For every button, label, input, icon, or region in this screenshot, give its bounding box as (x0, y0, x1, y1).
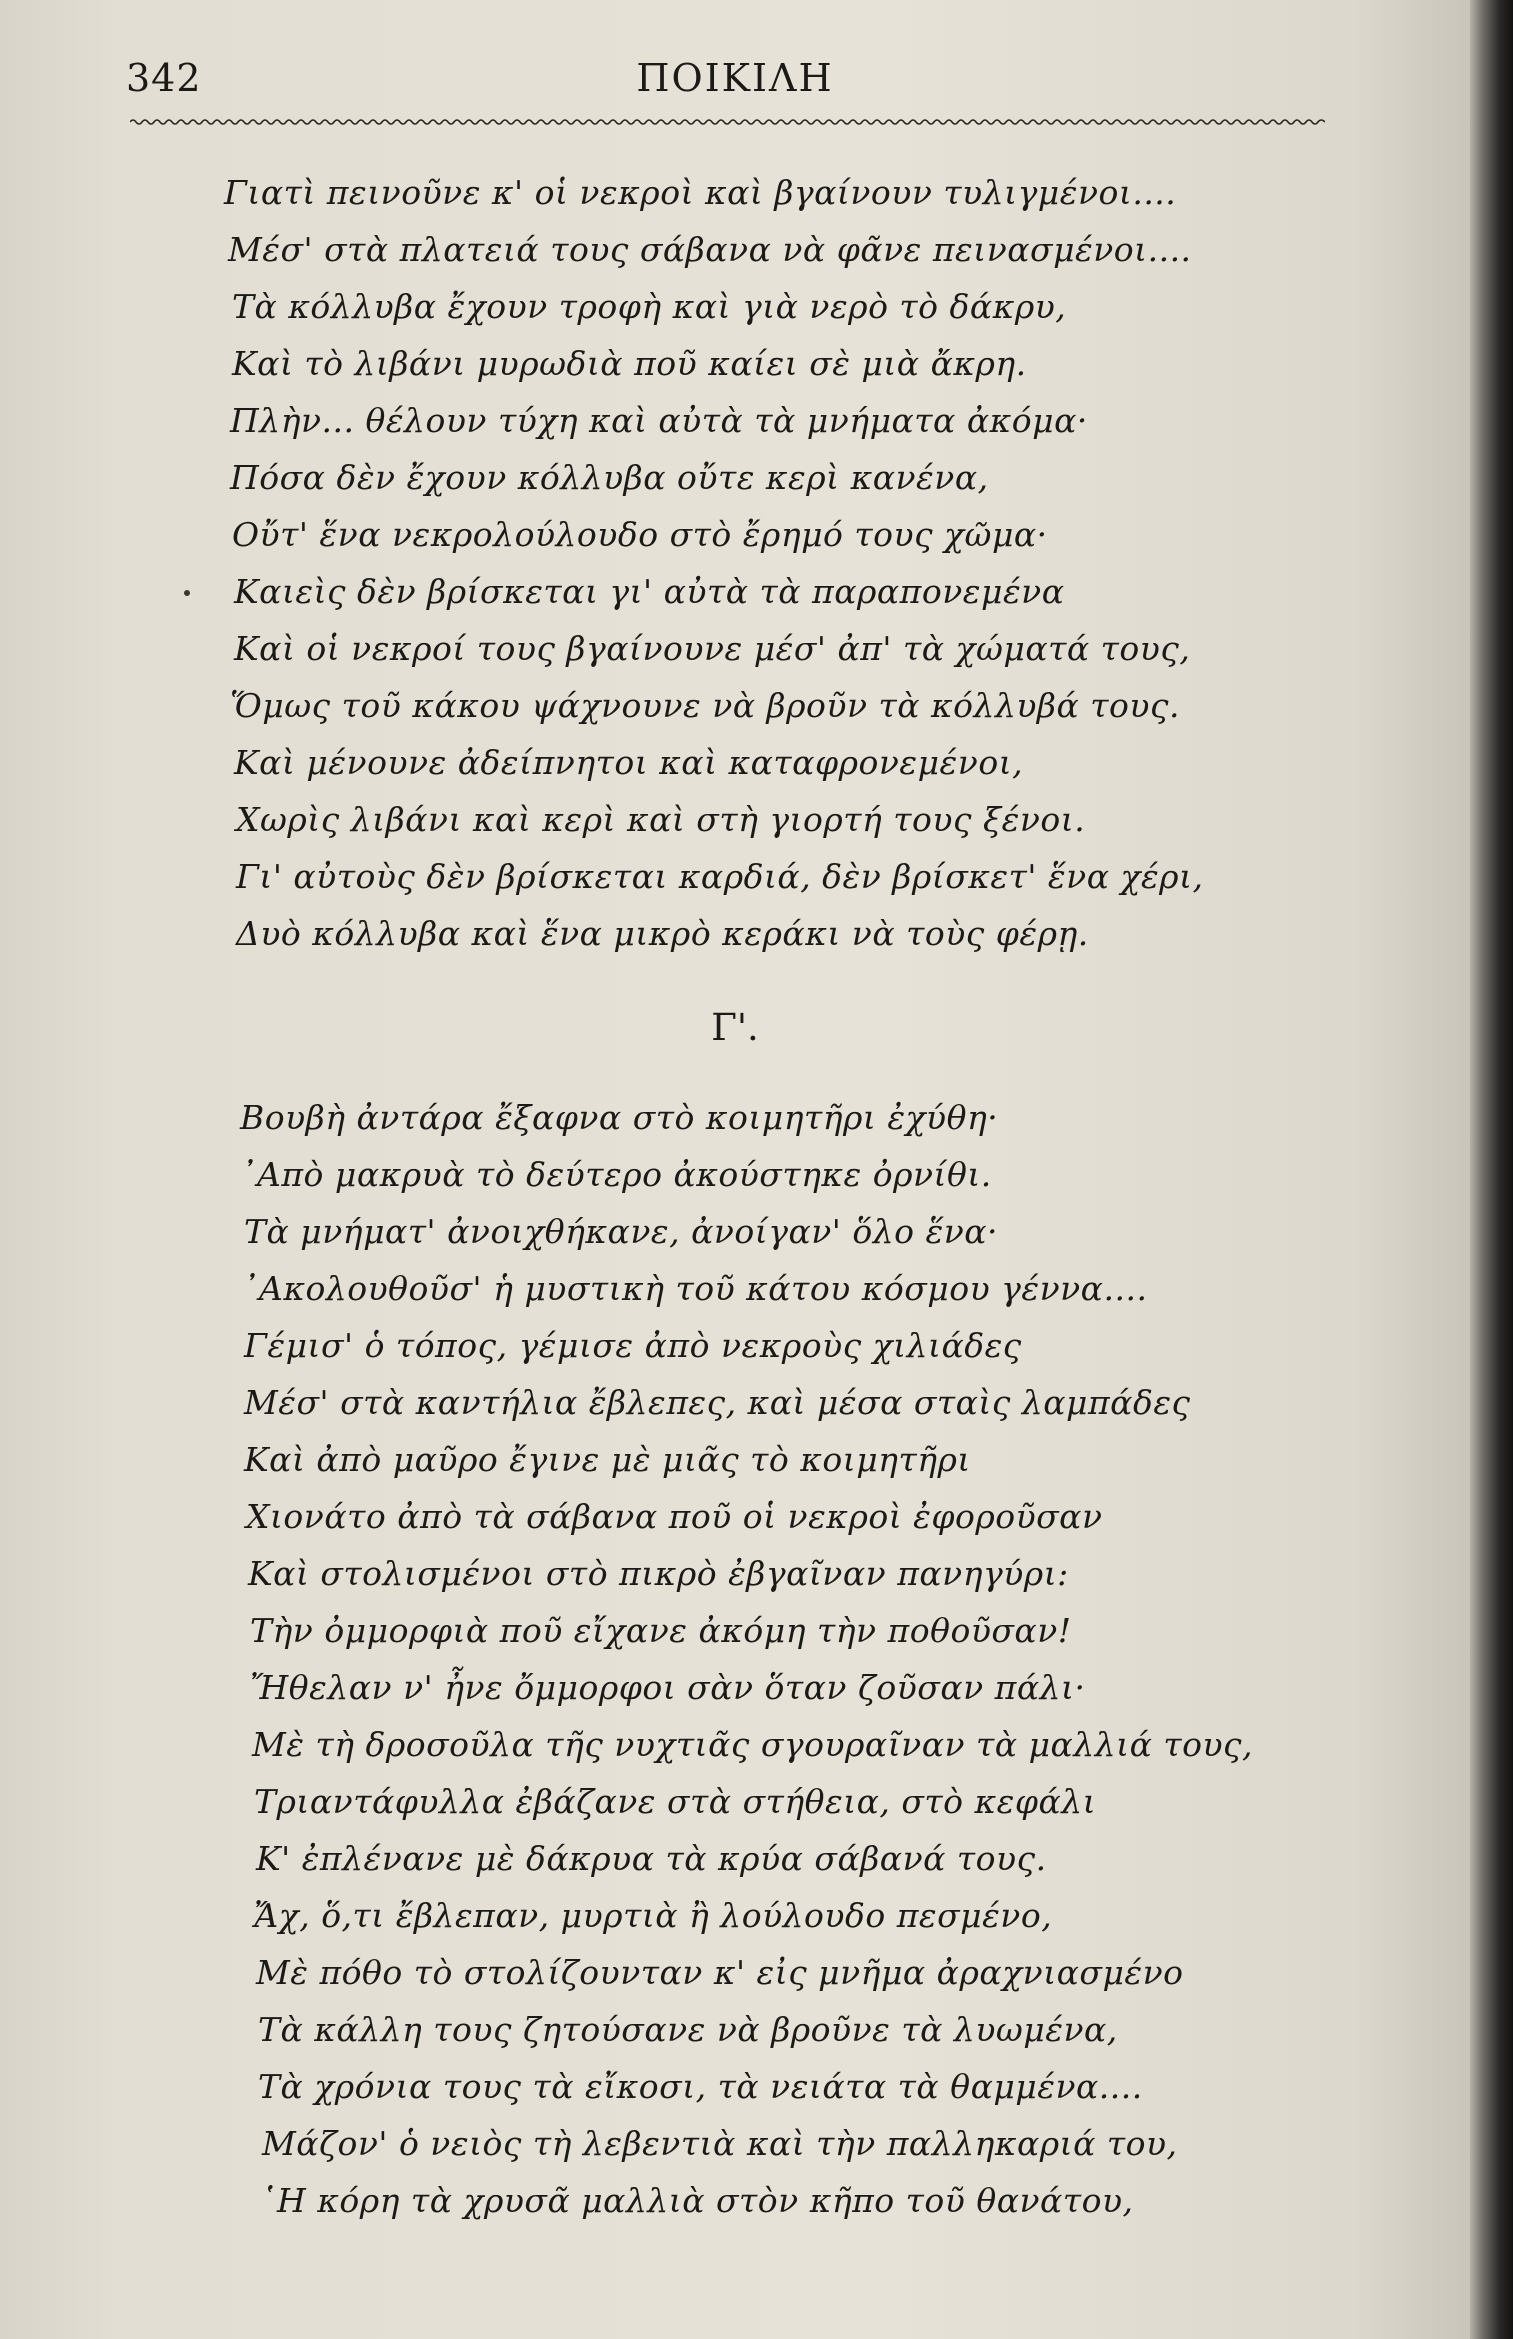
verse-line: Μέσ' στὰ καντήλια ἔβλεπες, καὶ μέσα σταὶς λαμπάδες (244, 1383, 1191, 1422)
verse-line: Γιατὶ πεινοῦνε κ' οἱ νεκροὶ καὶ βγαίνουν τυλιγμένοι.... (224, 173, 1177, 212)
verse-line: Τριαντάφυλλα ἐβάζανε στὰ στήθεια, στὸ κεφάλι (254, 1782, 1097, 1821)
verse-line: Τὰ κόλλυβα ἔχουν τροφὴ καὶ γιὰ νερὸ τὸ δάκρυ, (232, 287, 1067, 326)
verse-line: Οὔτ' ἕνα νεκρολούλουδο στὸ ἔρημό τους χῶμα· (232, 515, 1048, 554)
verse-line: Ἄχ, ὅ,τι ἔβλεπαν, μυρτιὰ ἢ λούλουδο πεσμένο, (254, 1896, 1053, 1935)
verse-line: Καὶ οἱ νεκροί τους βγαίνουνε μέσ' ἀπ' τὰ χώματά τους, (234, 629, 1191, 668)
verse-line: ᾿Ακολουθοῦσ' ἡ μυστικὴ τοῦ κάτου κόσμου γέννα.... (242, 1269, 1148, 1308)
verse-line: Γέμισ' ὁ τόπος, γέμισε ἀπὸ νεκροὺς χιλιάδες (244, 1326, 1022, 1365)
verse-line: Μὲ πόθο τὸ στολίζουνταν κ' εἰς μνῆμα ἀραχνιασμένο (256, 1953, 1184, 1992)
section-heading: Γ'. (711, 1006, 759, 1049)
verse-line: Γι' αὐτοὺς δὲν βρίσκεται καρδιά, δὲν βρίσκετ' ἕνα χέρι, (236, 857, 1204, 896)
verse-line: Μέσ' στὰ πλατειά τους σάβανα νὰ φᾶνε πεινασμένοι.... (228, 230, 1192, 269)
verse-line: Πόσα δὲν ἔχουν κόλλυβα οὔτε κερὶ κανένα, (230, 458, 989, 497)
book-spine-shadow (1470, 0, 1513, 2339)
verse-line: Χωρὶς λιβάνι καὶ κερὶ καὶ στὴ γιορτή τους ξένοι. (236, 800, 1086, 839)
verse-line: Δυὸ κόλλυβα καὶ ἕνα μικρὸ κεράκι νὰ τοὺς φέρῃ. (236, 914, 1089, 953)
verse-line: Τὰ κάλλη τους ζητούσανε νὰ βροῦνε τὰ λυωμένα, (258, 2010, 1118, 2049)
verse-line: Πλὴν... θέλουν τύχη καὶ αὐτὰ τὰ μνήματα ἀκόμα· (230, 401, 1088, 440)
verse-line: Τὴν ὀμμορφιὰ ποῦ εἴχανε ἀκόμη τὴν ποθοῦσαν! (250, 1611, 1072, 1650)
verse-line: Ὅμως τοῦ κάκου ψάχνουνε νὰ βροῦν τὰ κόλλυβά τους. (230, 686, 1180, 725)
verse-line: Χιονάτο ἀπὸ τὰ σάβανα ποῦ οἱ νεκροὶ ἐφοροῦσαν (246, 1497, 1103, 1536)
verse-line: Τὰ χρόνια τους τὰ εἴκοσι, τὰ νειάτα τὰ θαμμένα.... (258, 2067, 1143, 2106)
verse-line: Καὶ στολισμένοι στὸ πικρὸ ἐβγαῖναν πανηγύρι: (248, 1554, 1069, 1593)
verse-line: Καὶ τὸ λιβάνι μυρωδιὰ ποῦ καίει σὲ μιὰ ἄκρη. (232, 344, 1027, 383)
verse-line: Καὶ μένουνε ἀδείπνητοι καὶ καταφρονεμένοι, (234, 743, 1024, 782)
verse-line: Βουβὴ ἀντάρα ἔξαφνα στὸ κοιμητῆρι ἐχύθη· (240, 1098, 999, 1137)
verse-line: Καιεὶς δὲν βρίσκεται γι' αὐτὰ τὰ παραπονεμένα (234, 572, 1065, 611)
verse-line: ῾Η κόρη τὰ χρυσᾶ μαλλιὰ στὸν κῆπο τοῦ θανάτου, (260, 2181, 1134, 2220)
verse-line: Μάζον' ὁ νειὸς τὴ λεβεντιὰ καὶ τὴν παλληκαριά του, (262, 2124, 1178, 2163)
verse-line: Μὲ τὴ δροσοῦλα τῆς νυχτιᾶς σγουραῖναν τὰ μαλλιά τους, (252, 1725, 1254, 1764)
running-title: ΠΟΙΚΙΛΗ (636, 56, 834, 100)
verse-line: Κ' ἐπλένανε μὲ δάκρυα τὰ κρύα σάβανά τους. (256, 1839, 1047, 1878)
verse-line: Καὶ ἀπὸ μαῦρο ἔγινε μὲ μιᾶς τὸ κοιμητῆρι (244, 1440, 971, 1479)
verse-line: ᾿Απὸ μακρυὰ τὸ δεύτερο ἀκούστηκε ὀρνίθι. (240, 1155, 992, 1194)
page-number: 342 (126, 56, 202, 100)
verse-line: Ἤθελαν ν' ἦνε ὄμμορφοι σὰν ὅταν ζοῦσαν πάλι· (250, 1668, 1086, 1707)
verse-line: Τὰ μνήματ' ἀνοιχθήκανε, ἀνοίγαν' ὅλο ἕνα· (244, 1212, 999, 1251)
